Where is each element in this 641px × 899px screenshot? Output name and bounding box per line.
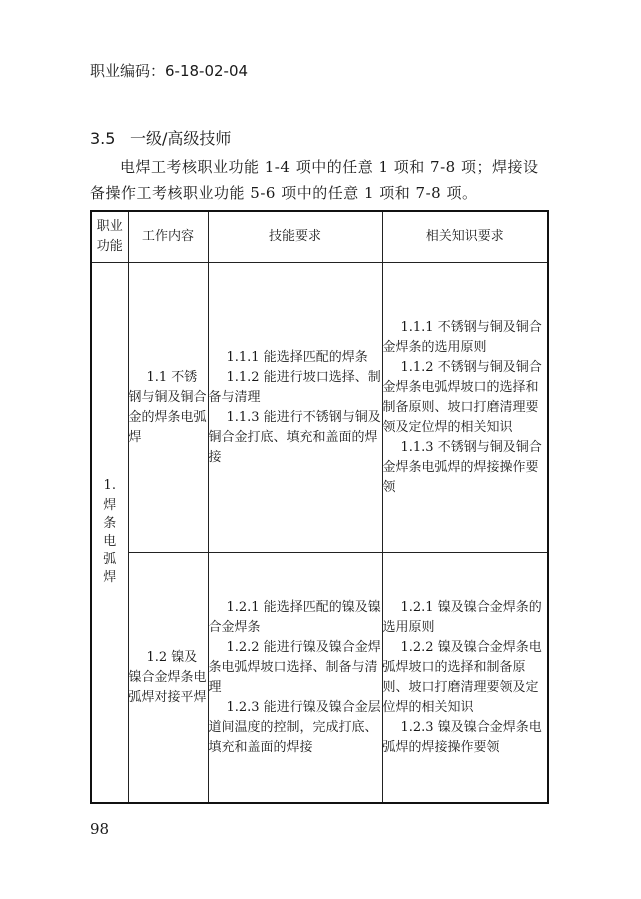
table-row	[91, 263, 548, 553]
knowledge-item: 1.1.1 不锈钢与铜及铜合金焊条的选用原则	[382, 319, 542, 355]
section-number: 3.5	[90, 129, 116, 148]
skill-item: 1.1.3 能进行不锈钢与铜及铜合金打底、填充和盖面的焊接	[208, 409, 381, 465]
skill-cell	[208, 263, 382, 553]
function-cell	[91, 263, 128, 804]
header-skill: 技能要求	[208, 211, 382, 263]
skill-item: 1.2.2 能进行镍及镍合金焊条电弧焊坡口选择、制备与清理	[208, 639, 381, 695]
knowledge-item: 1.1.2 不锈钢与铜及铜合金焊条电弧焊坡口的选择和制备原则、坡口打磨清理要领及定位焊的相关知识	[382, 359, 542, 435]
knowledge-cell	[382, 553, 548, 804]
content-text: 1.2 镍及镍合金焊条电弧焊对接平焊	[128, 649, 207, 705]
section-heading	[90, 126, 231, 149]
content-cell	[128, 263, 208, 553]
header-function: 职业功能	[91, 211, 128, 263]
table-row	[91, 553, 548, 804]
skill-requirements-table	[90, 210, 549, 804]
skill-item: 1.2.1 能选择匹配的镍及镍合金焊条	[208, 599, 381, 635]
header-knowledge: 相关知识要求	[382, 211, 548, 263]
content-cell	[128, 553, 208, 804]
knowledge-item: 1.1.3 不锈钢与铜及铜合金焊条电弧焊的焊接操作要领	[382, 439, 542, 495]
knowledge-item: 1.2.2 镍及镍合金焊条电弧焊坡口的选择和制备原则、坡口打磨清理要领及定位焊的相关知识	[382, 639, 542, 715]
skill-item: 1.1.1 能选择匹配的焊条	[226, 349, 368, 365]
knowledge-cell	[382, 263, 548, 553]
knowledge-item: 1.2.1 镍及镍合金焊条的选用原则	[382, 599, 542, 635]
function-name: 焊条电弧焊	[103, 498, 117, 585]
header-content: 工作内容	[128, 211, 208, 263]
skill-item: 1.2.3 能进行镍及镍合金层道间温度的控制，完成打底、填充和盖面的焊接	[208, 699, 381, 755]
skill-cell	[208, 553, 382, 804]
occupation-code: 职业编码：6-18-02-04	[90, 62, 249, 80]
function-number: 1.	[103, 478, 116, 493]
section-title: 一级/高级技师	[130, 129, 232, 148]
content-text: 1.1 不锈钢与铜及铜合金的焊条电弧焊	[128, 369, 207, 445]
skill-item: 1.1.2 能进行坡口选择、制备与清理	[208, 369, 381, 405]
intro-paragraph: 电焊工考核职业功能 1-4 项中的任意 1 项和 7-8 项；焊接设备操作工考核职业功能 5-6 项中的任意 1 项和 7-8 项。	[90, 158, 539, 202]
table-header-row	[91, 211, 548, 263]
knowledge-item: 1.2.3 镍及镍合金焊条电弧焊的焊接操作要领	[382, 719, 542, 755]
page-number: 98	[90, 820, 110, 838]
